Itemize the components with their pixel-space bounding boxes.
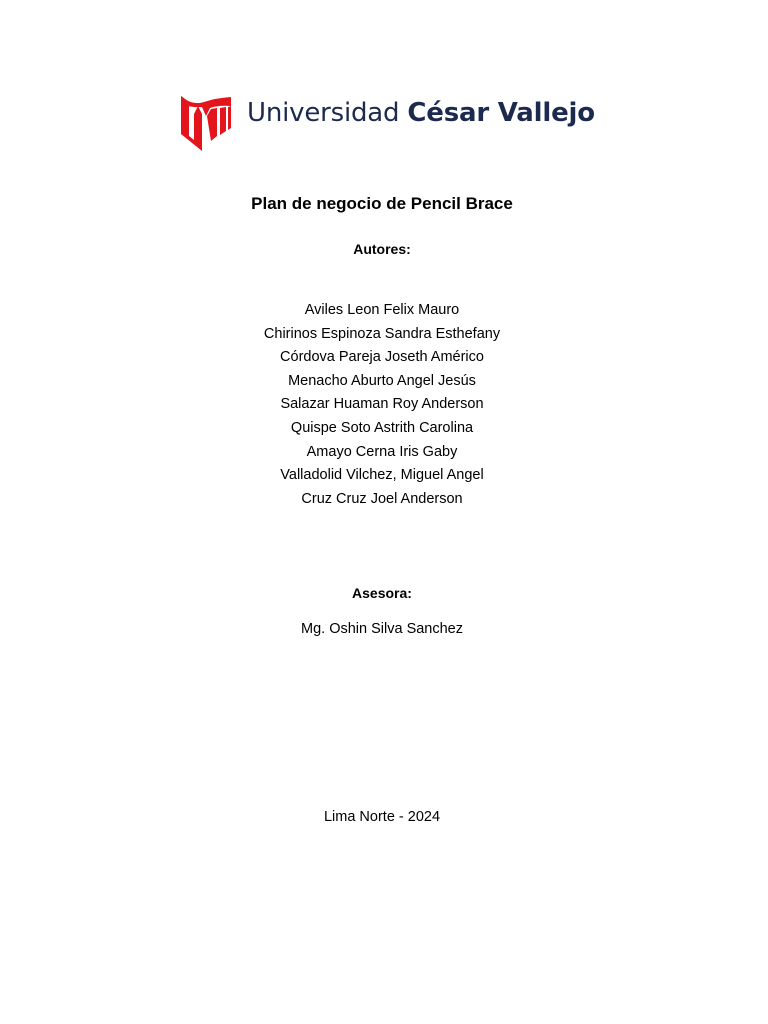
author-name: Córdova Pareja Joseth Américo bbox=[280, 349, 484, 366]
university-name-bold: César Vallejo bbox=[407, 98, 595, 128]
author-name: Quispe Soto Astrith Carolina bbox=[290, 419, 474, 436]
author-name: Chirinos Espinoza Sandra Esthefany bbox=[263, 325, 501, 342]
university-name bbox=[247, 98, 595, 128]
authors-heading: Autores: bbox=[353, 241, 411, 257]
university-logo bbox=[180, 94, 600, 152]
author-name: Amayo Cerna Iris Gaby bbox=[306, 443, 458, 460]
place-and-year: Lima Norte - 2024 bbox=[323, 809, 441, 825]
author-name: Cruz Cruz Joel Anderson bbox=[301, 490, 463, 507]
ucv-shield-logo-icon bbox=[180, 94, 232, 152]
author-name: Menacho Aburto Angel Jesús bbox=[288, 372, 476, 389]
document-title: Plan de negocio de Pencil Brace bbox=[251, 194, 513, 213]
university-name-regular: Universidad bbox=[247, 98, 408, 128]
advisor-heading: Asesora: bbox=[352, 585, 412, 601]
author-name: Aviles Leon Felix Mauro bbox=[304, 302, 460, 318]
author-name: Salazar Huaman Roy Anderson bbox=[280, 396, 484, 413]
authors-list bbox=[0, 299, 764, 511]
advisor-name: Mg. Oshin Silva Sanchez bbox=[301, 621, 463, 637]
author-name: Valladolid Vilchez, Miguel Angel bbox=[280, 467, 484, 484]
